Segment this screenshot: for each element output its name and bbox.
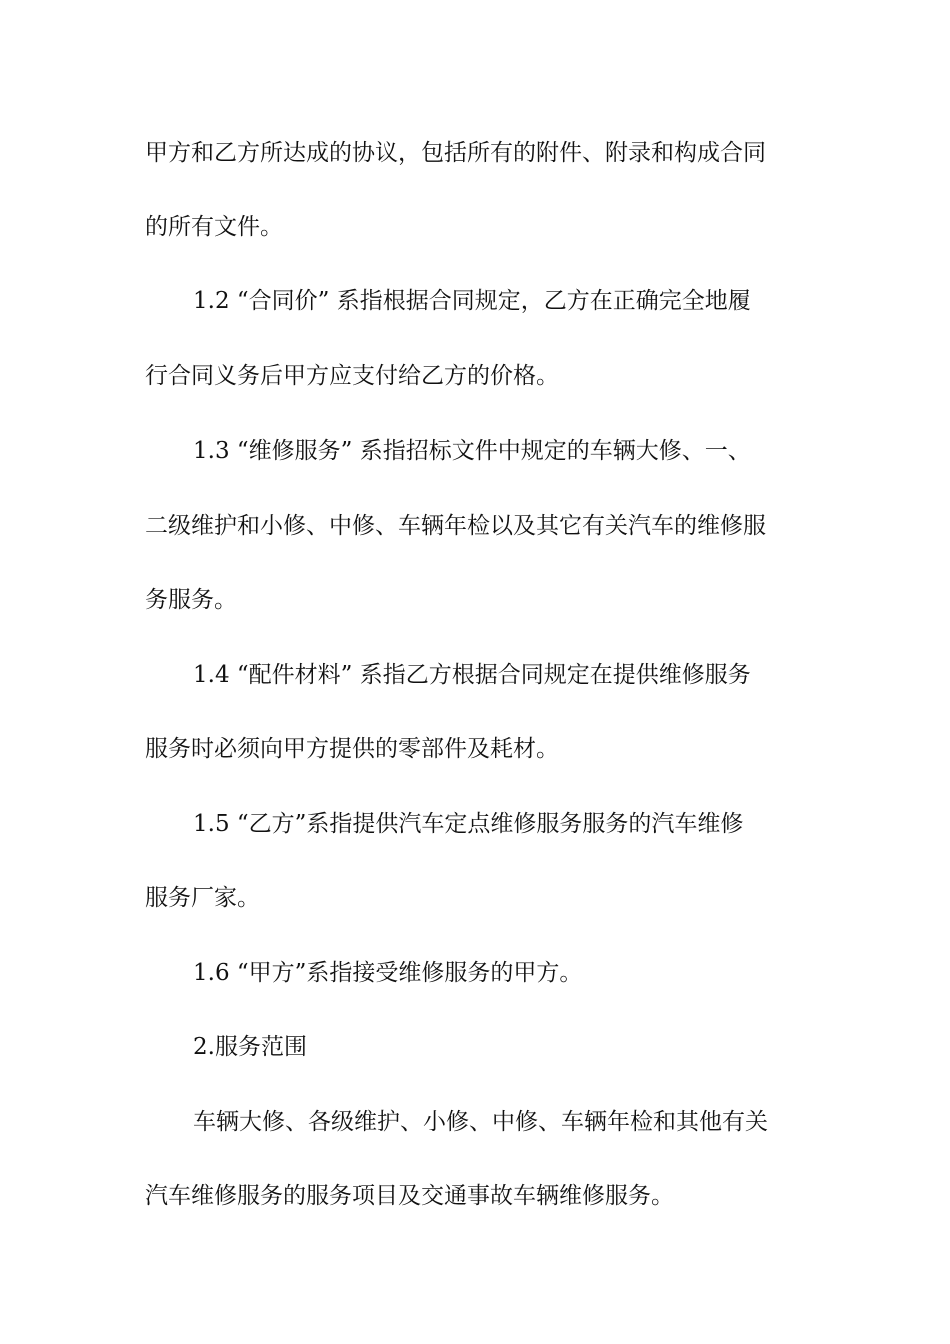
clause-1-4-line-2: 服务时必须向甲方提供的零部件及耗材。 [145, 736, 559, 762]
section-2-heading: 2.服务范围 [193, 1034, 307, 1060]
clause-1-6-line-1: 1.6 “甲方”系指接受维修服务的甲方。 [193, 960, 583, 986]
paragraph-continuation-line-2: 的所有文件。 [145, 214, 283, 240]
clause-1-2-line-1: 1.2 “合同价” 系指根据合同规定，乙方在正确完全地履 [193, 288, 751, 314]
section-2-body-line-2: 汽车维修服务的服务项目及交通事故车辆维修服务。 [145, 1183, 674, 1209]
clause-1-4-line-1: 1.4 “配件材料” 系指乙方根据合同规定在提供维修服务 [193, 662, 751, 688]
clause-1-5-line-1: 1.5 “乙方”系指提供汽车定点维修服务服务的汽车维修 [193, 811, 744, 837]
clause-1-2-line-2: 行合同义务后甲方应支付给乙方的价格。 [145, 363, 559, 389]
clause-1-3-line-1: 1.3 “维修服务” 系指招标文件中规定的车辆大修、一、 [193, 438, 751, 464]
clause-1-5-line-2: 服务厂家。 [145, 885, 260, 911]
paragraph-continuation-line-1: 甲方和乙方所达成的协议，包括所有的附件、附录和构成合同 [145, 140, 766, 166]
clause-1-3-line-2: 二级维护和小修、中修、车辆年检以及其它有关汽车的维修服 [145, 513, 766, 539]
section-2-body-line-1: 车辆大修、各级维护、小修、中修、车辆年检和其他有关 [193, 1109, 768, 1135]
clause-1-3-line-3: 务服务。 [145, 587, 237, 613]
